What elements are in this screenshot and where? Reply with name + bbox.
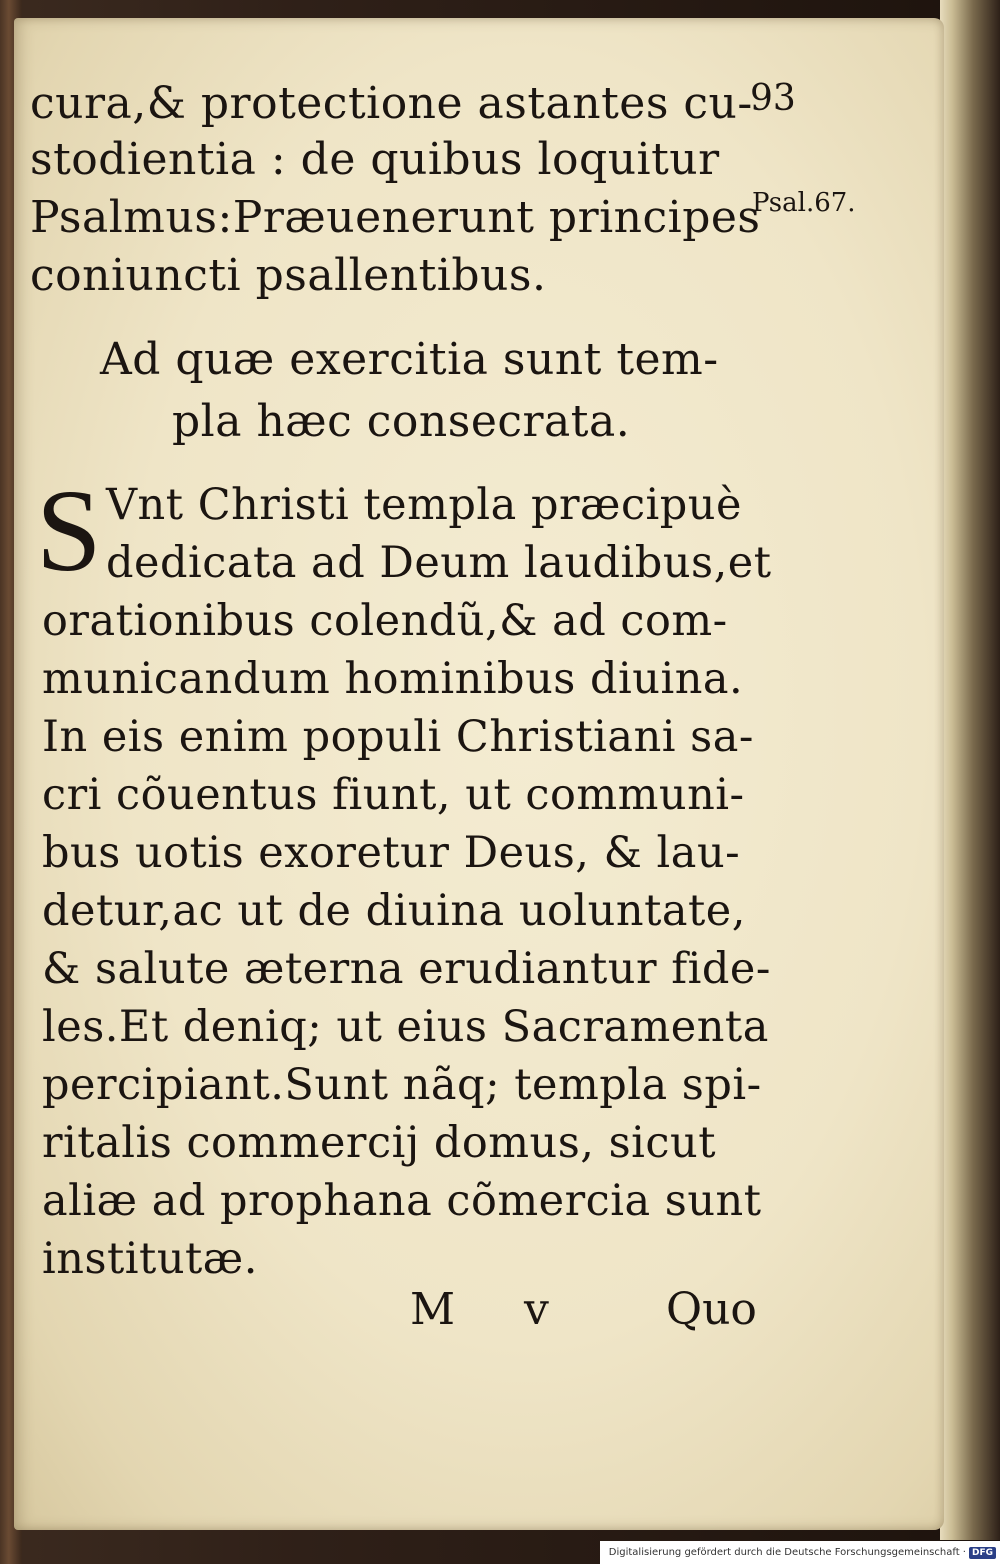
- body-line: aliæ ad prophana cõmercia sunt: [42, 1176, 762, 1226]
- body-line: In eis enim populi Christiani sa-: [42, 712, 754, 762]
- text-line: cura,& protectione astantes cu-: [30, 78, 753, 129]
- footer-text: Digitalisierung gefördert durch die Deutsche Forschungsgemeinschaft ·: [608, 1547, 966, 1558]
- section-heading-line-1: Ad quæ exercitia sunt tem-: [100, 334, 719, 385]
- body-line: municandum hominibus diuina.: [42, 654, 744, 704]
- text-line: stodientia : de quibus loquitur: [30, 134, 720, 185]
- body-line: bus uotis exoretur Deus, & lau-: [42, 828, 741, 878]
- body-line: & salute æterna erudiantur fide-: [42, 944, 771, 994]
- body-line: dedicata ad Deum laudibus,et: [106, 538, 772, 588]
- page-number: 93: [750, 78, 796, 119]
- signature-mark: v: [524, 1284, 549, 1335]
- section-heading-line-2: pla hæc consecrata.: [172, 396, 631, 447]
- body-line: ritalis commercij domus, sicut: [42, 1118, 716, 1168]
- body-line: Vnt Christi templa præcipuè: [106, 480, 742, 530]
- digitization-footer: [600, 1541, 1000, 1564]
- body-line: cri cõuentus fiunt, ut communi-: [42, 770, 745, 820]
- text-line: Psalmus:Præuenerunt principes: [30, 192, 761, 243]
- body-line: institutæ.: [42, 1234, 258, 1284]
- body-line: les.Et deniq; ut eius Sacramenta: [42, 1002, 769, 1052]
- catchword: Quo: [666, 1284, 757, 1335]
- margin-note: Psal.67.: [752, 188, 856, 218]
- dfg-logo-icon: DFG: [969, 1547, 996, 1559]
- drop-cap-letter: S: [36, 465, 102, 596]
- text-line: coniuncti psallentibus.: [30, 250, 547, 301]
- body-line: percipiant.Sunt nãq; templa spi-: [42, 1060, 762, 1110]
- signature-mark: M: [410, 1284, 456, 1335]
- body-line: detur,ac ut de diuina uoluntate,: [42, 886, 746, 936]
- body-line: orationibus colendũ,& ad com-: [42, 596, 728, 646]
- book-fore-edge: [940, 0, 1000, 1540]
